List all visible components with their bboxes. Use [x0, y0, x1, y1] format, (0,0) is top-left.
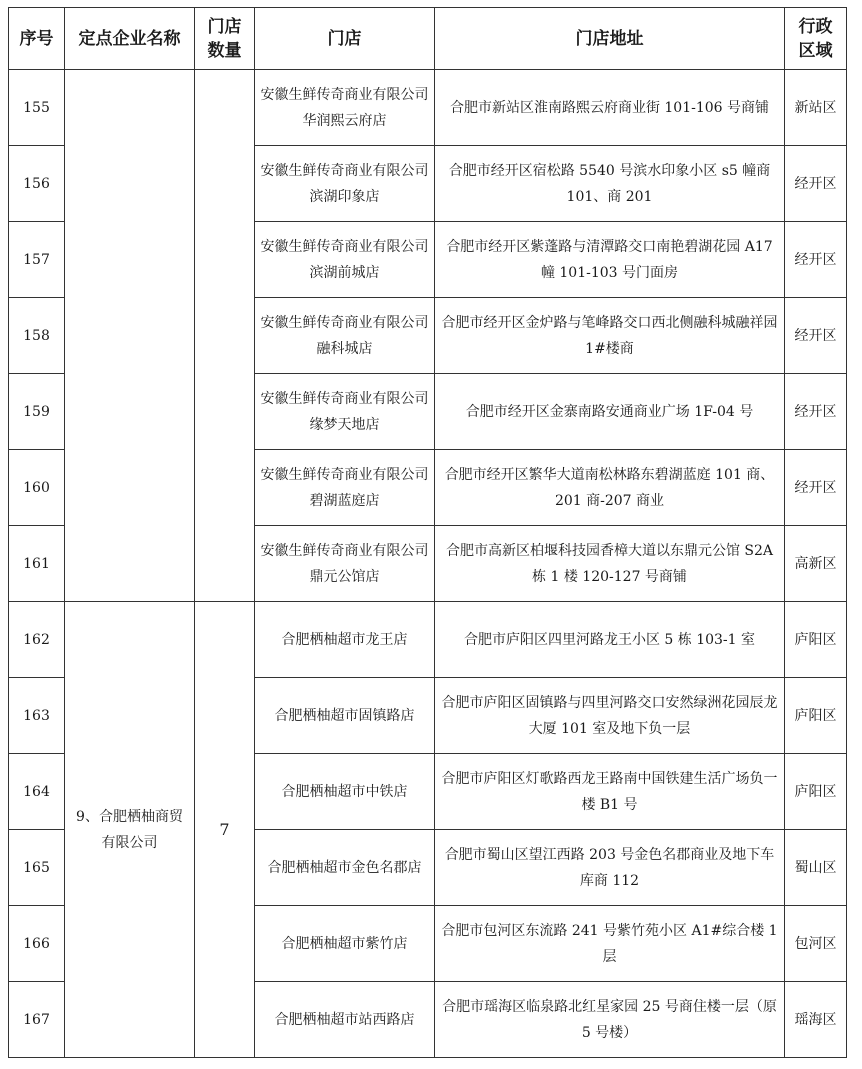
row-seq: 167	[9, 982, 65, 1058]
row-district: 庐阳区	[785, 754, 847, 830]
row-district: 庐阳区	[785, 678, 847, 754]
row-address: 合肥市经开区金炉路与笔峰路交口西北侧融科城融祥园 1#楼商	[435, 298, 785, 374]
row-store: 安徽生鲜传奇商业有限公司缘梦天地店	[255, 374, 435, 450]
row-seq: 160	[9, 450, 65, 526]
row-store: 安徽生鲜传奇商业有限公司滨湖印象店	[255, 146, 435, 222]
table-row	[9, 70, 847, 146]
row-seq: 156	[9, 146, 65, 222]
row-store: 合肥栖柚超市紫竹店	[255, 906, 435, 982]
row-seq: 166	[9, 906, 65, 982]
row-district: 瑶海区	[785, 982, 847, 1058]
row-district: 经开区	[785, 450, 847, 526]
row-store: 安徽生鲜传奇商业有限公司华润熙云府店	[255, 70, 435, 146]
row-address: 合肥市经开区金寨南路安通商业广场 1F-04 号	[435, 374, 785, 450]
header-row	[9, 8, 847, 70]
enterprise-cell: 9、合肥栖柚商贸 有限公司	[65, 602, 195, 1058]
row-seq: 165	[9, 830, 65, 906]
row-store: 安徽生鲜传奇商业有限公司鼎元公馆店	[255, 526, 435, 602]
row-district: 经开区	[785, 374, 847, 450]
row-seq: 163	[9, 678, 65, 754]
row-district: 新站区	[785, 70, 847, 146]
header-enterprise: 定点企业名称	[65, 8, 195, 70]
row-address: 合肥市包河区东流路 241 号紫竹苑小区 A1#综合楼 1 层	[435, 906, 785, 982]
row-address: 合肥市经开区紫蓬路与清潭路交口南艳碧湖花园 A17 幢 101-103 号门面房	[435, 222, 785, 298]
row-district: 蜀山区	[785, 830, 847, 906]
row-seq: 164	[9, 754, 65, 830]
row-address: 合肥市庐阳区四里河路龙王小区 5 栋 103-1 室	[435, 602, 785, 678]
row-store: 合肥栖柚超市龙王店	[255, 602, 435, 678]
row-address: 合肥市经开区繁华大道南松林路东碧湖蓝庭 101 商、201 商-207 商业	[435, 450, 785, 526]
row-address: 合肥市庐阳区固镇路与四里河路交口安然绿洲花园辰龙大厦 101 室及地下负一层	[435, 678, 785, 754]
row-address: 合肥市高新区柏堰科技园香樟大道以东鼎元公馆 S2A 栋 1 楼 120-127 号商铺	[435, 526, 785, 602]
row-address: 合肥市庐阳区灯歌路西龙王路南中国铁建生活广场负一楼 B1 号	[435, 754, 785, 830]
row-seq: 155	[9, 70, 65, 146]
count-cell-group1	[195, 70, 255, 602]
row-district: 经开区	[785, 222, 847, 298]
row-store: 合肥栖柚超市金色名郡店	[255, 830, 435, 906]
row-store: 合肥栖柚超市中铁店	[255, 754, 435, 830]
header-seq: 序号	[9, 8, 65, 70]
enterprise-cell-group1	[65, 70, 195, 602]
row-store: 安徽生鲜传奇商业有限公司融科城店	[255, 298, 435, 374]
row-address: 合肥市蜀山区望江西路 203 号金色名郡商业及地下车库商 112	[435, 830, 785, 906]
row-district: 经开区	[785, 298, 847, 374]
row-store: 合肥栖柚超市站西路店	[255, 982, 435, 1058]
row-district: 高新区	[785, 526, 847, 602]
row-store: 安徽生鲜传奇商业有限公司碧湖蓝庭店	[255, 450, 435, 526]
header-address: 门店地址	[435, 8, 785, 70]
row-district: 经开区	[785, 146, 847, 222]
row-seq: 158	[9, 298, 65, 374]
row-district: 包河区	[785, 906, 847, 982]
row-seq: 157	[9, 222, 65, 298]
row-address: 合肥市瑶海区临泉路北红星家园 25 号商住楼一层（原 5 号楼）	[435, 982, 785, 1058]
header-store: 门店	[255, 8, 435, 70]
store-count-cell: 7	[195, 602, 255, 1058]
store-table	[8, 7, 847, 1058]
row-store: 安徽生鲜传奇商业有限公司滨湖前城店	[255, 222, 435, 298]
row-address: 合肥市新站区淮南路熙云府商业街 101-106 号商铺	[435, 70, 785, 146]
row-store: 合肥栖柚超市固镇路店	[255, 678, 435, 754]
header-count: 门店 数量	[195, 8, 255, 70]
header-district: 行政 区域	[785, 8, 847, 70]
row-seq: 161	[9, 526, 65, 602]
row-district: 庐阳区	[785, 602, 847, 678]
row-seq: 159	[9, 374, 65, 450]
table-row	[9, 602, 847, 678]
row-address: 合肥市经开区宿松路 5540 号滨水印象小区 s5 幢商 101、商 201	[435, 146, 785, 222]
row-seq: 162	[9, 602, 65, 678]
